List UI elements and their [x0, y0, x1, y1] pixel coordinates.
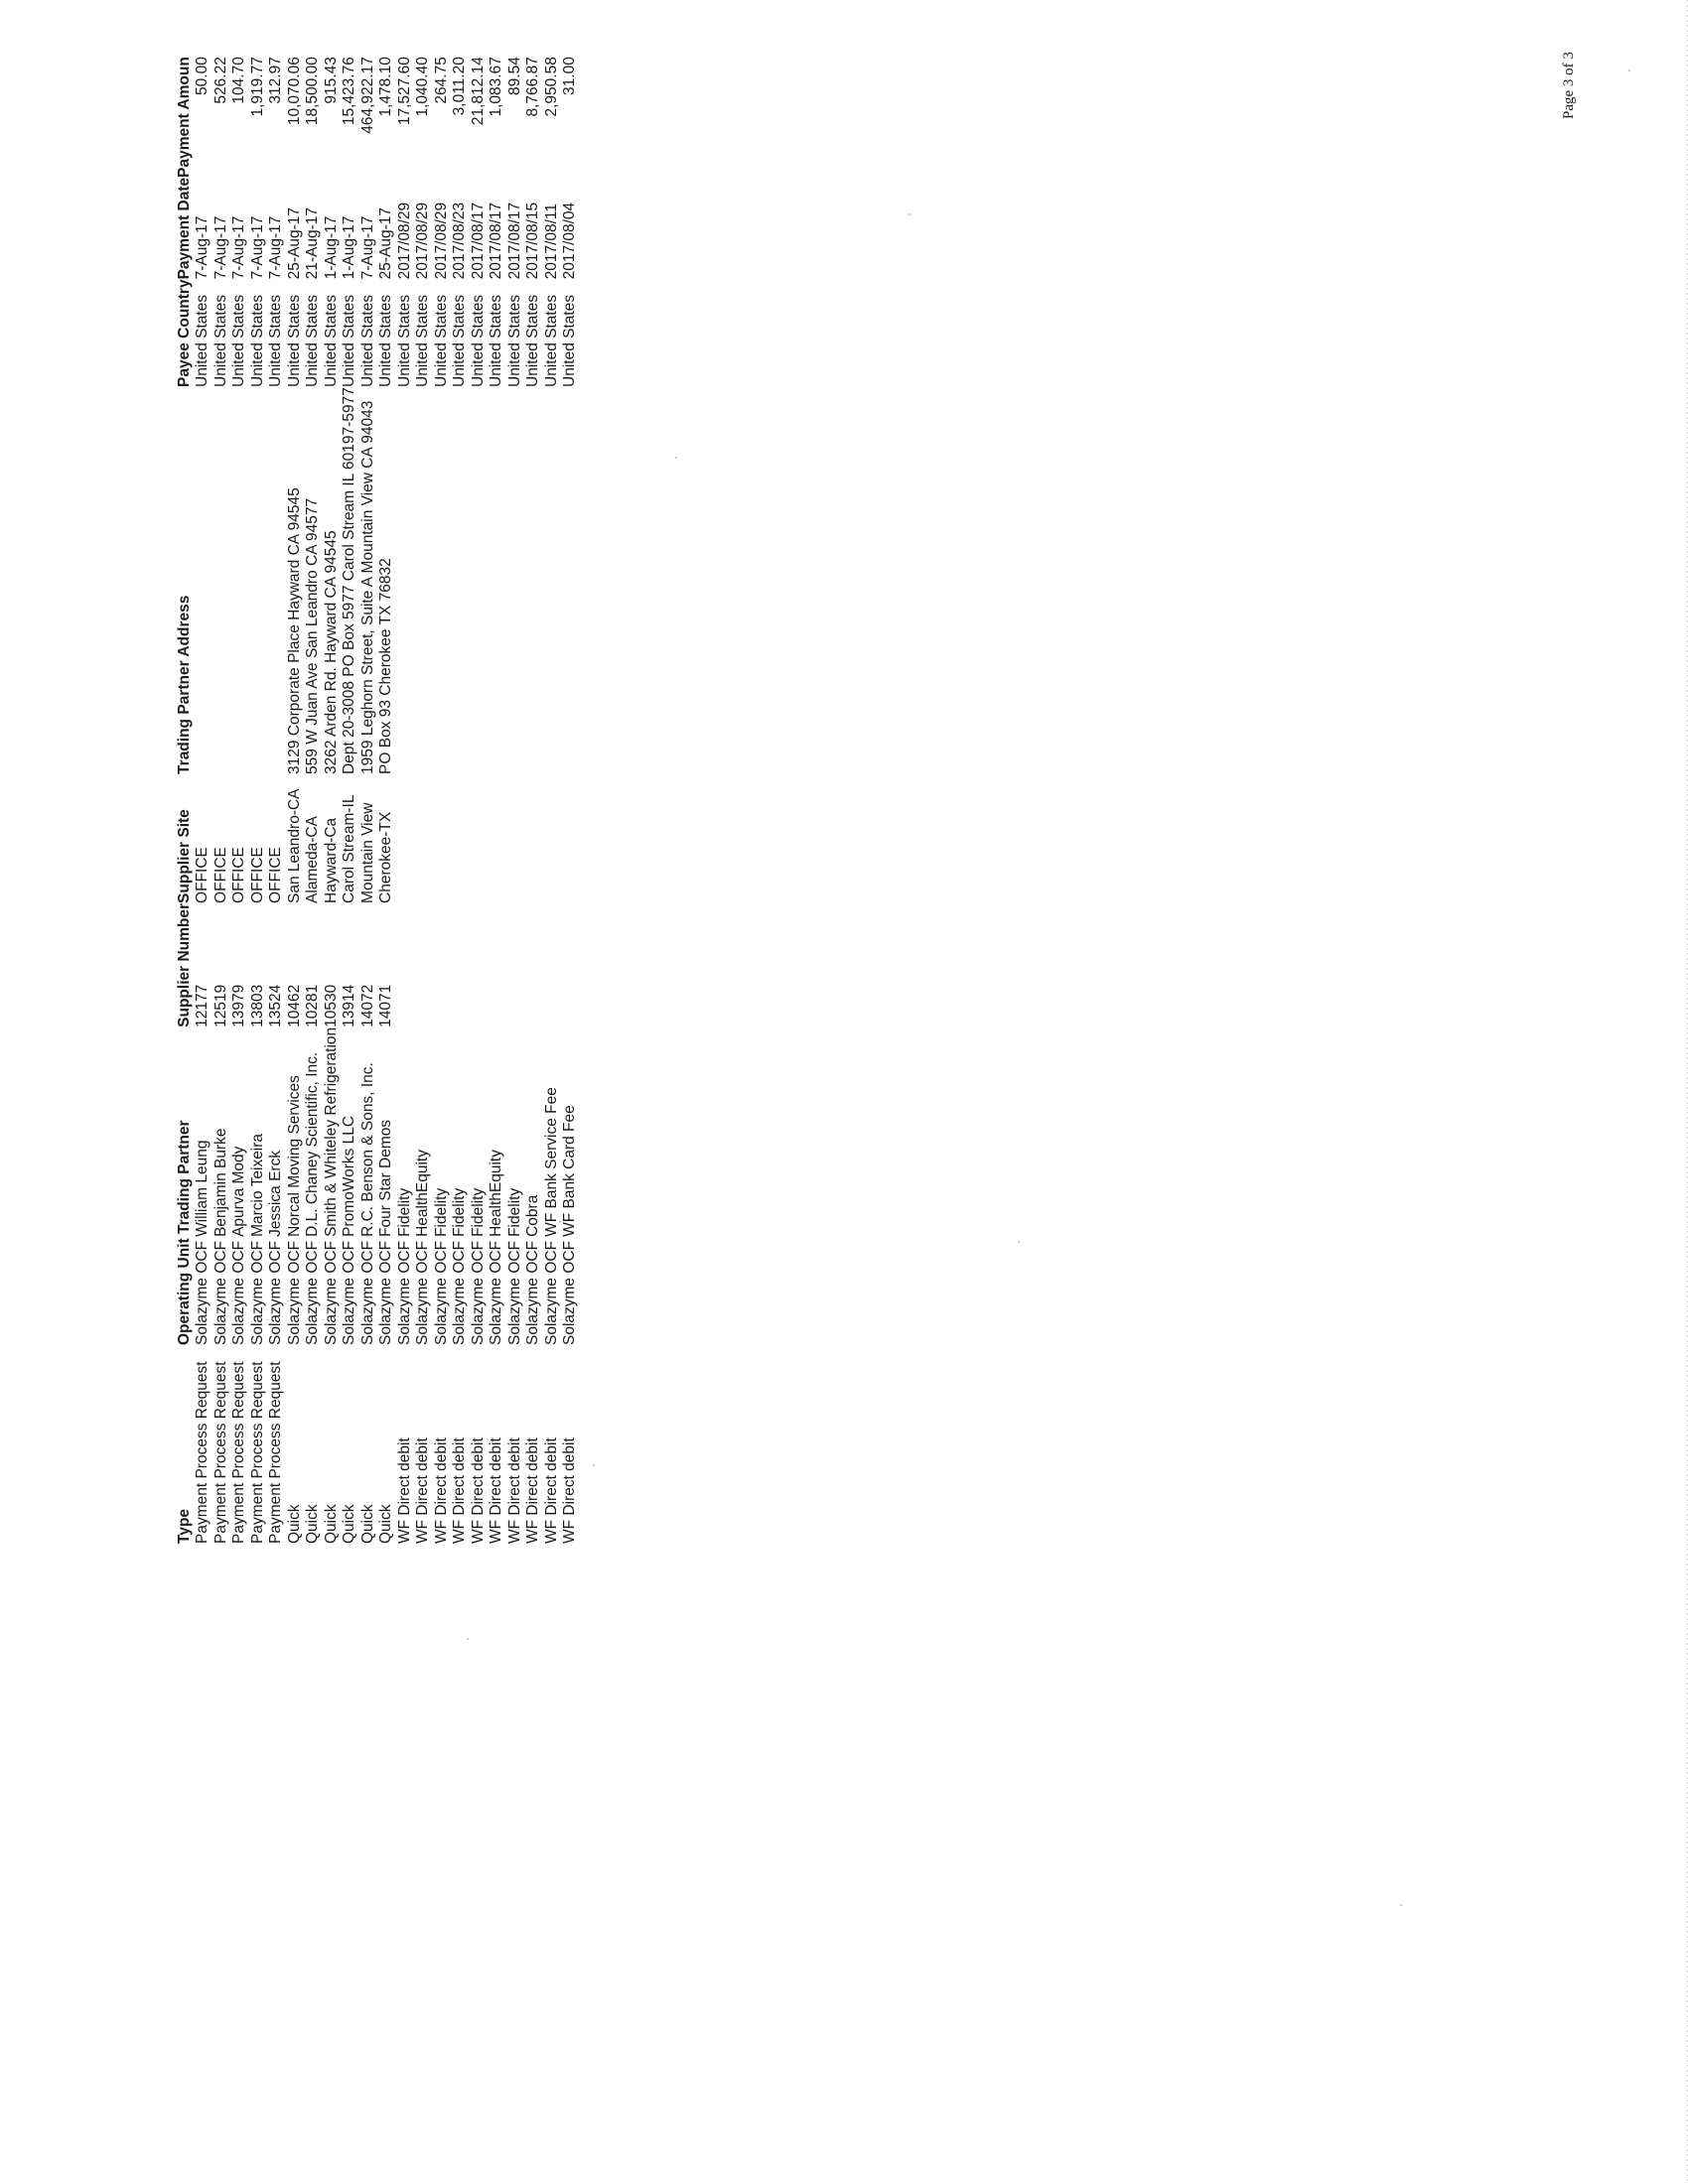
header-supplier-number: Supplier Number: [175, 902, 193, 1027]
cell-payment-amount: 1,040.40: [414, 57, 431, 117]
cell-payment-amount: 31.00: [561, 57, 578, 95]
cell-supplier-number: [396, 903, 415, 1027]
cell-supplier-site: Mountain View: [358, 802, 376, 903]
table-row: [451, 57, 470, 1544]
cell-supplier-site: [488, 774, 506, 903]
cell-payee-country: United States: [524, 294, 541, 387]
table-row: [506, 57, 525, 1544]
cell-supplier-number: [543, 903, 562, 1027]
cell-operating-unit: Solazyme OCF: [230, 1240, 247, 1345]
cell-operating-unit: Solazyme OCF: [414, 1240, 431, 1345]
scan-speck: [675, 457, 677, 459]
cell-type: WF Direct debit: [505, 1437, 523, 1544]
cell-supplier-site: OFFICE: [211, 847, 229, 903]
cell-operating-unit: Solazyme OCF: [194, 1240, 211, 1345]
scan-speck: [559, 1221, 561, 1223]
cell-payee-country: United States: [414, 294, 431, 387]
cell-type: Payment Process Request: [248, 1361, 266, 1544]
cell-payee-country: United States: [267, 294, 284, 387]
cell-operating-unit: Solazyme OCF: [377, 1240, 394, 1345]
cell-supplier-site: [433, 774, 452, 903]
header-operating-unit: Operating Unit: [175, 1238, 193, 1345]
cell-supplier-site: OFFICE: [248, 847, 266, 903]
table-row: [488, 57, 506, 1544]
cell-payment-amount: 1,083.67: [488, 57, 504, 117]
cell-trading-partner: WF Bank Service Fee: [542, 1087, 560, 1237]
cell-supplier-number: [524, 903, 543, 1027]
cell-payee-country: United States: [505, 294, 523, 387]
page-number: Page 3 of 3: [1561, 52, 1577, 119]
cell-trading-partner: WF Bank Card Fee: [561, 1105, 578, 1237]
cell-payment-date: 2017/08/29: [432, 202, 450, 280]
cell-trading-partner: Fidelity: [432, 1187, 450, 1237]
cell-supplier-number: 10462: [285, 984, 303, 1027]
cell-operating-unit: Solazyme OCF: [322, 1240, 340, 1345]
cell-trading-partner: Fidelity: [469, 1187, 487, 1237]
cell-payee-country: United States: [561, 294, 578, 387]
cell-operating-unit: Solazyme OCF: [358, 1240, 376, 1345]
cell-trading-partner-address: [414, 387, 433, 774]
cell-payment-date: 2017/08/29: [395, 202, 413, 280]
cell-supplier-site: OFFICE: [267, 847, 284, 903]
cell-supplier-number: 13914: [341, 984, 357, 1027]
cell-supplier-site: Alameda-CA: [304, 816, 321, 903]
header-payee-country: Payee Country: [175, 279, 193, 387]
cell-payment-date: 2017/08/23: [451, 202, 468, 280]
cell-payment-date: 7-Aug-17: [358, 215, 376, 280]
cell-supplier-number: [451, 903, 470, 1027]
header-trading-partner-address: Trading Partner Address: [175, 595, 193, 774]
cell-payment-amount: 526.22: [211, 57, 229, 104]
cell-trading-partner-address: [194, 387, 212, 774]
cell-trading-partner-address: [470, 387, 489, 774]
cell-type: Payment Process Request: [267, 1361, 284, 1544]
cell-payee-country: United States: [230, 294, 247, 387]
table-row: [396, 57, 415, 1544]
table-row: [470, 57, 489, 1544]
header-payment-amount: Payment Amoun: [175, 57, 193, 178]
cell-payment-date: 2017/08/17: [505, 202, 523, 280]
cell-trading-partner-address: 3129 Corporate Place Hayward CA 94545: [285, 487, 303, 774]
cell-payment-date: 2017/08/15: [524, 202, 541, 280]
cell-trading-partner: Four Star Demos: [377, 1119, 394, 1237]
cell-payee-country: United States: [469, 294, 487, 387]
header-payment-date: Payment Date: [175, 177, 193, 280]
scan-speck: [1400, 1904, 1402, 1906]
cell-payee-country: United States: [341, 294, 357, 387]
scan-speck: [467, 1638, 469, 1640]
cell-supplier-number: [506, 903, 525, 1027]
cell-trading-partner: William Leung: [194, 1140, 211, 1237]
cell-trading-partner: Cobra: [524, 1194, 541, 1237]
cell-payment-amount: 104.70: [230, 57, 247, 104]
table-row: [414, 57, 433, 1544]
cell-trading-partner: Smith & Whiteley Refrigeration: [322, 1026, 340, 1237]
cell-payment-amount: 10,070.06: [285, 57, 303, 126]
cell-payment-date: 21-Aug-17: [304, 207, 321, 280]
cell-supplier-number: 14072: [358, 984, 376, 1027]
cell-payment-date: 2017/08/17: [469, 202, 487, 280]
table-row: [377, 57, 396, 1544]
cell-supplier-site: Hayward-Ca: [322, 817, 340, 903]
cell-type: WF Direct debit: [542, 1437, 560, 1544]
cell-payment-amount: 18,500.00: [304, 57, 321, 126]
cell-payment-date: 2017/08/11: [542, 203, 560, 280]
cell-payee-country: United States: [285, 294, 303, 387]
table-row: [267, 57, 286, 1544]
cell-operating-unit: Solazyme OCF: [524, 1240, 541, 1345]
table-row: [561, 57, 580, 1544]
cell-supplier-site: [414, 774, 433, 903]
cell-supplier-site: OFFICE: [194, 847, 211, 903]
cell-type: WF Direct debit: [432, 1437, 450, 1544]
cell-trading-partner: Fidelity: [505, 1187, 523, 1237]
cell-type: Quick: [322, 1504, 340, 1544]
cell-payee-country: United States: [304, 294, 321, 387]
table-row: [194, 57, 212, 1544]
scan-speck: [1628, 69, 1630, 71]
cell-trading-partner-address: [267, 387, 286, 774]
cell-operating-unit: Solazyme OCF: [211, 1240, 229, 1345]
cell-payment-date: 25-Aug-17: [377, 207, 394, 280]
cell-payment-date: 2017/08/17: [488, 202, 504, 280]
cell-trading-partner: PromoWorks LLC: [341, 1115, 357, 1237]
cell-payment-date: 7-Aug-17: [248, 215, 266, 280]
cell-operating-unit: Solazyme OCF: [248, 1240, 266, 1345]
cell-operating-unit: Solazyme OCF: [488, 1240, 504, 1345]
cell-trading-partner: Apurva Mody: [230, 1146, 247, 1237]
table-row: [304, 57, 323, 1544]
cell-payee-country: United States: [432, 294, 450, 387]
cell-supplier-site: OFFICE: [230, 847, 247, 903]
cell-payee-country: United States: [451, 294, 468, 387]
cell-supplier-site: [543, 774, 562, 903]
cell-payment-amount: 89.54: [505, 57, 523, 95]
table-header-row: [175, 57, 194, 1544]
table-row: [286, 57, 305, 1544]
cell-payee-country: United States: [248, 294, 266, 387]
cell-payee-country: United States: [211, 294, 229, 387]
table-row: [524, 57, 543, 1544]
cell-supplier-number: 12177: [194, 984, 211, 1027]
cell-payee-country: United States: [542, 294, 560, 387]
cell-trading-partner: HealthEquity: [414, 1150, 431, 1237]
table-row: [359, 57, 378, 1544]
cell-payment-amount: 15,423.76: [341, 57, 357, 126]
cell-payment-date: 7-Aug-17: [230, 215, 247, 280]
cell-type: Quick: [358, 1504, 376, 1544]
cell-trading-partner-address: [524, 387, 543, 774]
cell-payment-date: 7-Aug-17: [211, 215, 229, 280]
cell-type: Quick: [377, 1504, 394, 1544]
cell-payment-amount: 21,812.14: [469, 57, 487, 126]
cell-supplier-site: [451, 774, 470, 903]
cell-operating-unit: Solazyme OCF: [469, 1240, 487, 1345]
cell-trading-partner: Marcio Teixeira: [248, 1133, 266, 1237]
cell-supplier-site: [506, 774, 525, 903]
cell-payee-country: United States: [377, 294, 394, 387]
cell-supplier-number: 14071: [377, 984, 394, 1027]
cell-operating-unit: Solazyme OCF: [304, 1240, 321, 1345]
cell-trading-partner-address: Dept 20-3008 PO Box 5977 Carol Stream IL 60197-5977: [341, 387, 357, 774]
table-row: [230, 57, 249, 1544]
cell-trading-partner-address: 1959 Leghorn Street, Suite A Mountain View CA 94043: [358, 400, 376, 774]
cell-supplier-number: [433, 903, 452, 1027]
table-row: [543, 57, 562, 1544]
cell-supplier-number: 13524: [267, 984, 284, 1027]
cell-payment-amount: 1,478.10: [377, 57, 394, 117]
cell-type: WF Direct debit: [414, 1437, 431, 1544]
cell-supplier-site: Cherokee-TX: [377, 811, 394, 903]
header-supplier-site: Supplier Site: [175, 809, 193, 903]
cell-trading-partner-address: [396, 387, 415, 774]
cell-operating-unit: Solazyme OCF: [395, 1240, 413, 1345]
cell-type: Quick: [341, 1504, 357, 1544]
cell-type: Payment Process Request: [230, 1361, 247, 1544]
table-row: [249, 57, 268, 1544]
cell-operating-unit: Solazyme OCF: [561, 1240, 578, 1345]
scan-speck: [1018, 1241, 1020, 1243]
cell-type: Quick: [304, 1504, 321, 1544]
cell-type: WF Direct debit: [469, 1437, 487, 1544]
cell-supplier-site: San Leandro-CA: [285, 788, 303, 903]
cell-payment-date: 2017/08/29: [414, 202, 431, 280]
cell-supplier-site: [561, 774, 580, 903]
cell-supplier-number: [561, 903, 580, 1027]
cell-type: Payment Process Request: [194, 1361, 211, 1544]
cell-supplier-number: [470, 903, 489, 1027]
cell-supplier-number: 13979: [230, 984, 247, 1027]
table-row: [341, 57, 359, 1544]
cell-operating-unit: Solazyme OCF: [267, 1240, 284, 1345]
cell-payment-amount: 50.00: [194, 57, 211, 95]
cell-trading-partner: HealthEquity: [488, 1150, 504, 1237]
cell-supplier-number: [488, 903, 506, 1027]
cell-supplier-site: Carol Stream-IL: [341, 794, 357, 903]
cell-supplier-number: [414, 903, 433, 1027]
scan-speck: [593, 1464, 595, 1466]
cell-supplier-site: [470, 774, 489, 903]
cell-operating-unit: Solazyme OCF: [285, 1240, 303, 1345]
cell-operating-unit: Solazyme OCF: [451, 1240, 468, 1345]
cell-trading-partner: Jessica Erck: [267, 1150, 284, 1237]
cell-payee-country: United States: [488, 294, 504, 387]
cell-payment-amount: 1,919.77: [248, 57, 266, 117]
cell-payment-date: 25-Aug-17: [285, 207, 303, 280]
cell-trading-partner: R.C. Benson & Sons, Inc.: [358, 1062, 376, 1237]
cell-type: WF Direct debit: [395, 1437, 413, 1544]
cell-trading-partner-address: 3262 Arden Rd. Hayward CA 94545: [322, 530, 340, 774]
payment-report-table: [175, 57, 580, 1544]
table-row: [212, 57, 231, 1544]
cell-trading-partner-address: [249, 387, 268, 774]
cell-payment-date: 7-Aug-17: [267, 215, 284, 280]
cell-payment-amount: 264.75: [432, 57, 450, 104]
cell-supplier-number: 12519: [211, 984, 229, 1027]
cell-payment-date: 7-Aug-17: [194, 215, 211, 280]
cell-supplier-number: 10530: [322, 984, 340, 1027]
header-type: Type: [175, 1508, 193, 1544]
cell-payee-country: United States: [322, 294, 340, 387]
cell-supplier-site: [524, 774, 543, 903]
cell-payment-amount: 17,527.60: [395, 57, 413, 126]
cell-type: WF Direct debit: [451, 1437, 468, 1544]
cell-trading-partner-address: [451, 387, 470, 774]
cell-payment-amount: 8,766.87: [524, 57, 541, 117]
cell-type: WF Direct debit: [561, 1437, 578, 1544]
cell-trading-partner-address: PO Box 93 Cherokee TX 76832: [377, 558, 394, 774]
cell-operating-unit: Solazyme OCF: [505, 1240, 523, 1345]
cell-trading-partner-address: [212, 387, 231, 774]
cell-trading-partner: D.L. Chaney Scientific, Inc.: [304, 1051, 321, 1237]
table-body: [194, 57, 580, 1544]
cell-trading-partner: Fidelity: [451, 1187, 468, 1237]
cell-trading-partner-address: [561, 387, 580, 774]
cell-trading-partner: Norcal Moving Services: [285, 1075, 303, 1237]
header-operating-unit-trading-partner: [175, 1027, 194, 1345]
cell-trading-partner-address: [433, 387, 452, 774]
cell-trading-partner: Benjamin Burke: [211, 1128, 229, 1237]
cell-supplier-number: 10281: [304, 984, 321, 1027]
cell-supplier-number: 13803: [248, 984, 266, 1027]
table-row: [323, 57, 342, 1544]
cell-type: WF Direct debit: [524, 1437, 541, 1544]
cell-trading-partner-address: [543, 387, 562, 774]
cell-payment-amount: 2,950.58: [542, 57, 560, 117]
cell-payment-amount: 915.43: [322, 57, 340, 104]
cell-payment-date: 2017/08/04: [561, 202, 578, 280]
cell-trading-partner-address: 559 W Juan Ave San Leandro CA 94577: [304, 497, 321, 774]
table-row: [433, 57, 452, 1544]
cell-payee-country: United States: [358, 294, 376, 387]
cell-trading-partner-address: [488, 387, 506, 774]
cell-operating-unit: Solazyme OCF: [432, 1240, 450, 1345]
cell-operating-unit: Solazyme OCF: [542, 1240, 560, 1345]
cell-trading-partner: Fidelity: [395, 1187, 413, 1237]
cell-payee-country: United States: [395, 294, 413, 387]
cell-payment-amount: 312.97: [267, 57, 284, 104]
cell-type: Quick: [285, 1504, 303, 1544]
cell-payment-date: 1-Aug-17: [322, 215, 340, 280]
cell-supplier-site: [396, 774, 415, 903]
cell-type: Payment Process Request: [211, 1361, 229, 1544]
scan-speck: [909, 213, 911, 215]
cell-operating-unit: Solazyme OCF: [341, 1240, 357, 1345]
cell-payment-amount: 3,011.20: [451, 57, 468, 116]
header-trading-partner: Trading Partner: [175, 1120, 193, 1235]
cell-payee-country: United States: [194, 294, 211, 387]
cell-payment-date: 1-Aug-17: [341, 215, 357, 280]
cell-trading-partner-address: [506, 387, 525, 774]
cell-trading-partner-address: [230, 387, 249, 774]
cell-payment-amount: 464,922.17: [358, 57, 376, 134]
cell-type: WF Direct debit: [488, 1437, 504, 1544]
